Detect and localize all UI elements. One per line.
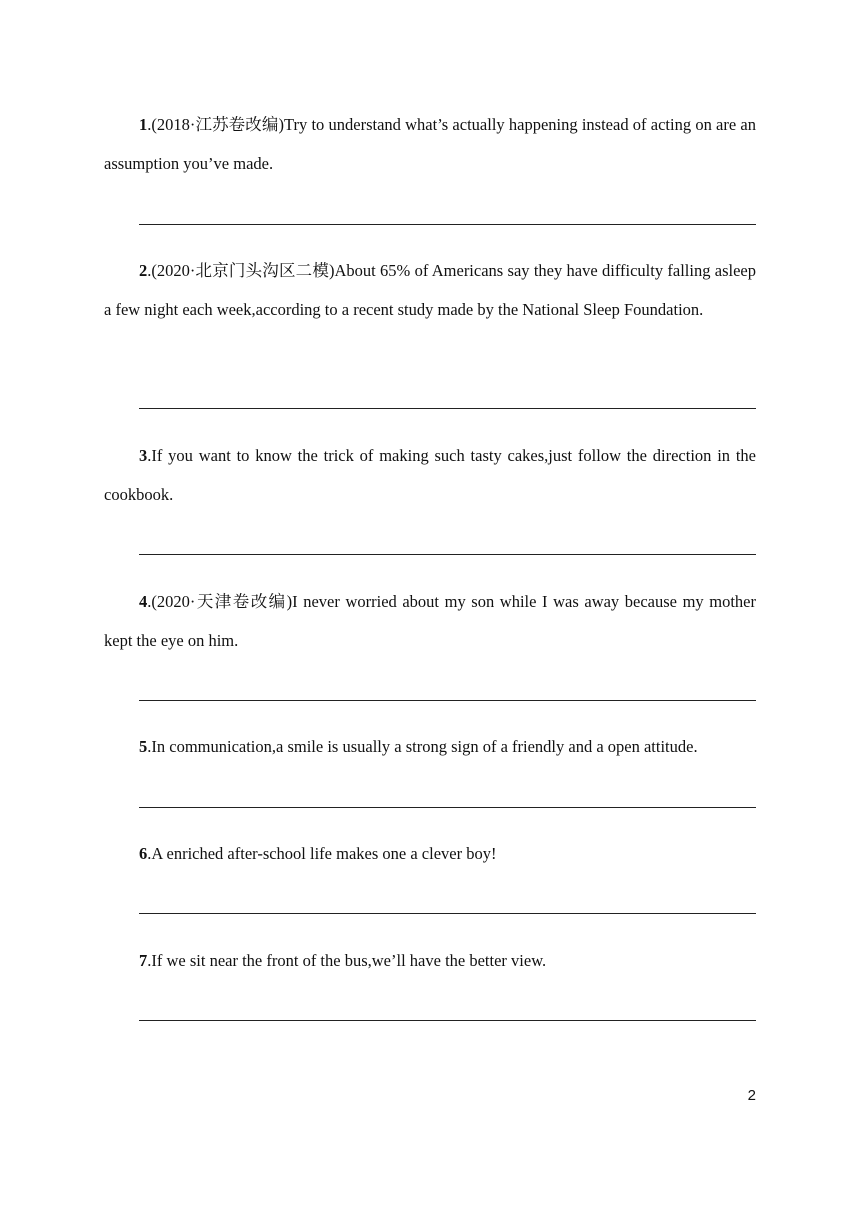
question-5 bbox=[104, 727, 756, 766]
question-2 bbox=[104, 251, 756, 329]
question-6 bbox=[104, 834, 756, 873]
answer-line-5[interactable] bbox=[139, 807, 756, 808]
page-number: 2 bbox=[747, 1087, 756, 1104]
question-text: .If we sit near the front of the bus,we’ll have the better view. bbox=[147, 951, 547, 970]
question-7 bbox=[104, 941, 756, 980]
question-text: .In communication,a smile is usually a strong sign of a friendly and a open attitude. bbox=[147, 737, 698, 756]
answer-line-4[interactable] bbox=[139, 700, 756, 701]
question-number: 2 bbox=[139, 261, 148, 280]
answer-line-3[interactable] bbox=[139, 554, 756, 555]
question-3 bbox=[104, 436, 756, 514]
answer-line-6[interactable] bbox=[139, 913, 756, 914]
question-number: 7 bbox=[139, 951, 148, 970]
question-number: 1 bbox=[139, 115, 148, 134]
answer-line-7[interactable] bbox=[139, 1020, 756, 1021]
question-number: 6 bbox=[139, 844, 148, 863]
question-1 bbox=[104, 105, 756, 183]
answer-line-2[interactable] bbox=[139, 408, 756, 409]
answer-line-1[interactable] bbox=[139, 224, 756, 225]
question-text: .(2018·江苏卷改编)Try to understand what’s actually happening instead of acting on are an assumption you’ve made. bbox=[104, 115, 756, 173]
question-number: 3 bbox=[139, 446, 148, 465]
question-text: .(2020·北京门头沟区二模)About 65% of Americans say they have difficulty falling asleep a few night each week,according to a recent study made by the National Sleep Foundation. bbox=[104, 261, 756, 319]
question-4 bbox=[104, 582, 756, 660]
question-text: .A enriched after-school life makes one a clever boy! bbox=[147, 844, 497, 863]
question-number: 4 bbox=[139, 592, 148, 611]
question-text: .If you want to know the trick of making such tasty cakes,just follow the direction in the cookbook. bbox=[104, 446, 756, 504]
question-text: .(2020·天津卷改编)I never worried about my son while I was away because my mother kept the eye on him. bbox=[104, 592, 756, 650]
question-number: 5 bbox=[139, 737, 148, 756]
